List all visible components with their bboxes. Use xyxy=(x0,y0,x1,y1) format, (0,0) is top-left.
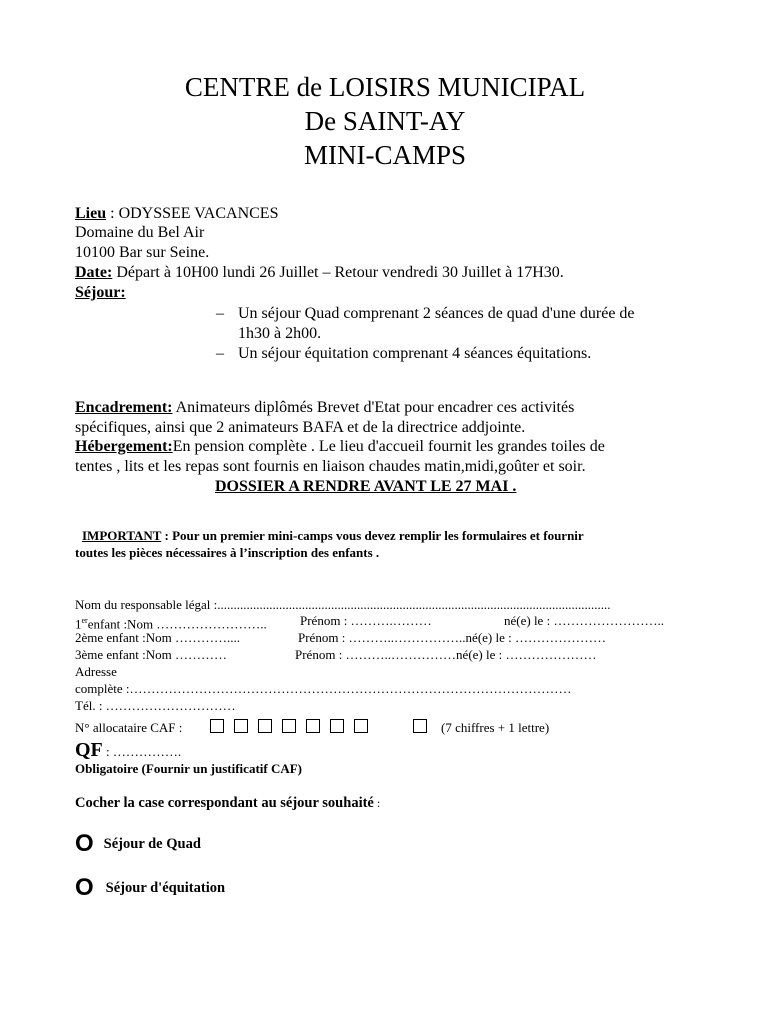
date-value: Départ à 10H00 lundi 26 Juillet – Retour vendredi 30 Juillet à 17H30. xyxy=(112,264,564,281)
hebergement-line-2: tentes , lits et les repas sont fournis en liaison chaudes matin,midi,goûter et soir. xyxy=(75,458,586,475)
caf-row xyxy=(75,720,182,736)
important-line-1 xyxy=(82,528,584,544)
caf-digit-boxes xyxy=(210,718,378,736)
obligatoire-note: Obligatoire (Fournir un justificatif CAF) xyxy=(75,761,303,776)
child1-prenom-field[interactable]: Prénom : ……….……… xyxy=(300,613,432,628)
deadline-notice: DOSSIER A RENDRE AVANT LE 27 MAI . xyxy=(215,478,517,495)
sejour-item-1: Un séjour Quad comprenant 2 séances de quad d'une durée de xyxy=(238,305,635,322)
address-line-2: 10100 Bar sur Seine. xyxy=(75,244,210,261)
caf-digit-box-7[interactable] xyxy=(354,719,368,733)
encadrement-line-1 xyxy=(75,398,574,417)
lieu-line xyxy=(75,204,278,223)
encadrement-label: Encadrement: xyxy=(75,399,173,416)
child1-sup: er xyxy=(81,616,88,625)
title-line-1: CENTRE de LOISIRS MUNICIPAL xyxy=(184,72,586,102)
sejour-bullet-2: – xyxy=(216,345,224,362)
encadrement-text-1: Animateurs diplômés Brevet d'Etat pour encadrer ces activités xyxy=(172,399,575,416)
option-equitation-label: Séjour d'équitation xyxy=(105,880,226,896)
caf-label: N° allocataire CAF : xyxy=(75,720,183,735)
lieu-value: : ODYSSEE VACANCES xyxy=(106,205,279,222)
choice-prompt-text: Cocher la case correspondant au séjour souhaité xyxy=(75,795,374,811)
date-line xyxy=(75,263,564,282)
caf-digit-box-6[interactable] xyxy=(330,719,344,733)
choice-prompt xyxy=(75,794,380,812)
option-equitation[interactable] xyxy=(75,874,225,902)
sejour-bullet-1: – xyxy=(216,305,224,322)
date-label: Date: xyxy=(75,264,113,281)
caf-digit-box-3[interactable] xyxy=(258,719,272,733)
child2-prenom-field[interactable]: Prénom : ………..……………..né(e) le : ………………… xyxy=(298,630,606,645)
child1-nom: enfant :Nom …………………….. xyxy=(87,616,267,632)
sejour-label: Séjour: xyxy=(75,284,126,301)
qf-row[interactable] xyxy=(75,739,181,762)
child3-nom-field[interactable]: 3ème enfant :Nom ………… xyxy=(75,647,227,662)
child1-birthdate-field[interactable]: né(e) le : …………………….. xyxy=(504,613,664,628)
option-quad[interactable] xyxy=(75,830,201,858)
child1-ordinal: 1 xyxy=(75,616,82,632)
important-label: IMPORTANT xyxy=(82,528,162,543)
sejour-item-1-cont: 1h30 à 2h00. xyxy=(238,325,322,342)
qf-dots: : ……………. xyxy=(102,744,182,759)
choice-prompt-suffix: : xyxy=(373,796,381,810)
child2-nom-field[interactable]: 2ème enfant :Nom ………….... xyxy=(75,630,240,645)
address-line-1: Domaine du Bel Air xyxy=(75,224,205,241)
caf-digit-box-2[interactable] xyxy=(234,719,248,733)
option-equitation-radio[interactable]: O xyxy=(75,874,94,901)
caf-digit-box-4[interactable] xyxy=(282,719,296,733)
adresse-field[interactable]: complète :………………………………………………………………………………………… xyxy=(75,681,572,696)
option-quad-label: Séjour de Quad xyxy=(103,836,201,852)
lieu-label: Lieu xyxy=(75,205,107,222)
caf-letter-box-wrap xyxy=(413,718,437,736)
caf-letter-box[interactable] xyxy=(413,719,427,733)
adresse-label: Adresse xyxy=(75,664,117,679)
hebergement-label: Hébergement: xyxy=(75,438,173,455)
responsable-field[interactable]: Nom du responsable légal :......................................................................................................................... xyxy=(75,597,611,612)
encadrement-line-2: spécifiques, ainsi que 2 animateurs BAFA et de la directrice addjointe. xyxy=(75,419,526,436)
qf-label: QF xyxy=(75,739,103,761)
sejour-item-2: Un séjour équitation comprenant 4 séances équitations. xyxy=(238,345,592,362)
option-quad-radio[interactable]: O xyxy=(75,830,94,857)
title-line-2: De SAINT-AY xyxy=(304,106,466,136)
child3-prenom-field[interactable]: Prénom : ………..……………né(e) le : ………………… xyxy=(295,647,597,662)
caf-hint: (7 chiffres + 1 lettre) xyxy=(441,720,550,735)
important-text-1: : Pour un premier mini-camps vous devez remplir les formulaires et fournir xyxy=(161,528,584,543)
hebergement-line-1 xyxy=(75,437,605,456)
hebergement-text-1: En pension complète . Le lieu d'accueil fournit les grandes toiles de xyxy=(172,438,605,455)
title-line-3: MINI-CAMPS xyxy=(303,140,467,170)
tel-field[interactable]: Tél. : ………………………… xyxy=(75,698,236,713)
caf-digit-box-1[interactable] xyxy=(210,719,224,733)
important-line-2: toutes les pièces nécessaires à l’inscription des enfants . xyxy=(75,545,380,560)
caf-digit-box-5[interactable] xyxy=(306,719,320,733)
